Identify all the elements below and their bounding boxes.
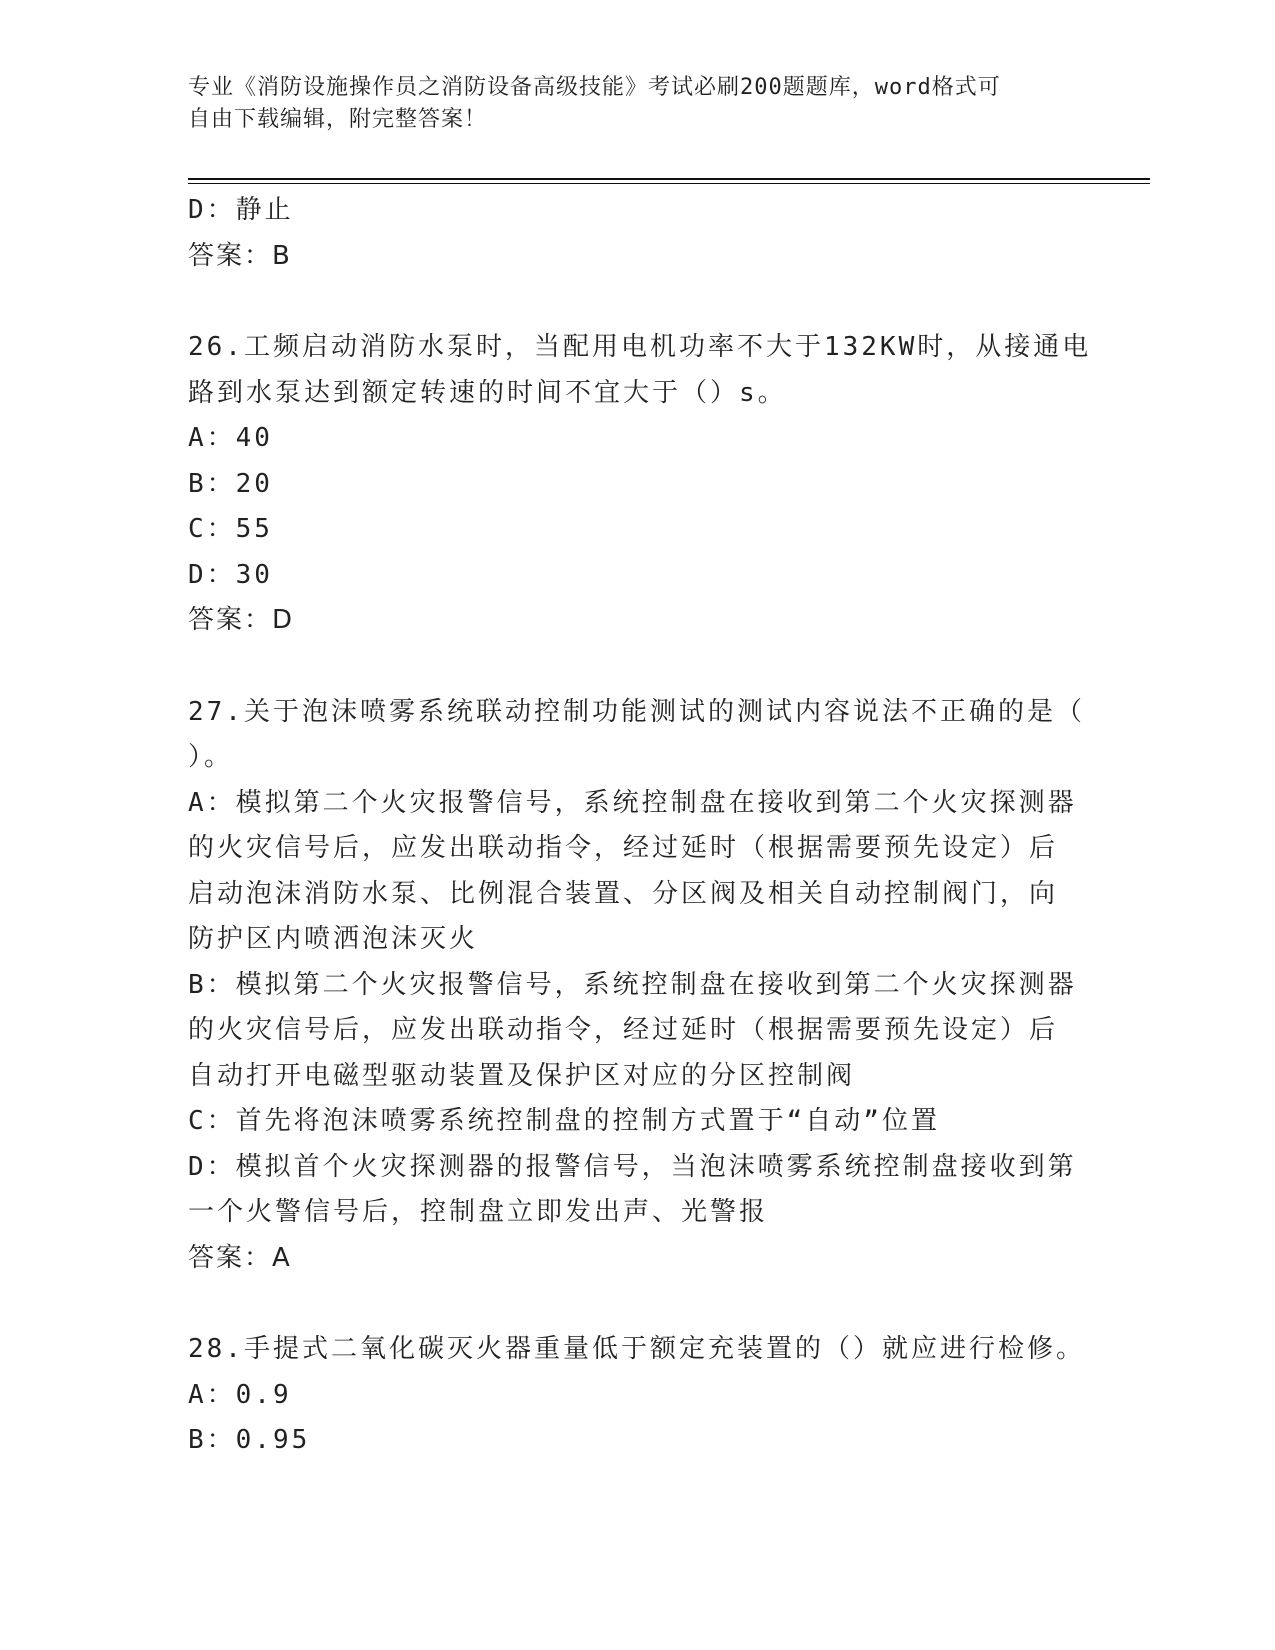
option-c: C：首先将泡沫喷雾系统控制盘的控制方式置于“自动”位置 xyxy=(188,1106,940,1136)
option-a: A：40 xyxy=(188,423,273,453)
question-28 xyxy=(188,1327,1088,1464)
question-27 xyxy=(188,690,1088,1282)
option-a: A：模拟第二个火灾报警信号，系统控制盘在接收到第二个火灾探测器 xyxy=(188,787,1077,818)
option-a: 的火灾信号后，应发出联动指令，经过延时（根据需要预先设定）后 xyxy=(188,833,1059,863)
option-b: B：20 xyxy=(188,468,273,499)
question-26 xyxy=(188,325,1092,644)
option-a: 启动泡沫消防水泵、比例混合装置、分区阀及相关自动控制阀门，向 xyxy=(188,878,1059,909)
option-b: 的火灾信号后，应发出联动指令，经过延时（根据需要预先设定）后 xyxy=(188,1015,1059,1045)
question-stem: 27.关于泡沫喷雾系统联动控制功能测试的测试内容说法不正确的是（ xyxy=(188,696,1085,727)
option-a: 防护区内喷洒泡沫灭火 xyxy=(188,924,479,954)
question-stem: 路到水泵达到额定转速的时间不宜大于（）s。 xyxy=(188,377,787,408)
option-d: D：模拟首个火灾探测器的报警信号，当泡沫喷雾系统控制盘接收到第 xyxy=(188,1151,1077,1182)
question-25-tail xyxy=(188,188,1088,279)
spacer xyxy=(188,279,1088,325)
option-d: D：静止 xyxy=(188,195,294,225)
question-stem: ）。 xyxy=(188,742,234,772)
option-b: B：模拟第二个火灾报警信号，系统控制盘在接收到第二个火灾探测器 xyxy=(188,969,1077,1000)
option-b: 自动打开电磁型驱动装置及保护区对应的分区控制阀 xyxy=(188,1060,856,1091)
option-a: A：0.9 xyxy=(188,1379,292,1410)
spacer xyxy=(188,644,1088,690)
answer-label: 答案：B xyxy=(188,240,292,271)
answer-label: 答案：A xyxy=(188,1242,292,1273)
header-line-1: 专业《消防设施操作员之消防设备高级技能》考试必刷200题题库，word格式可 xyxy=(188,75,1001,100)
question-stem: 26.工频启动消防水泵时，当配用电机功率不大于132KW时，从接通电 xyxy=(188,332,1092,362)
header-divider-thick xyxy=(188,178,1150,180)
spacer xyxy=(188,1281,1088,1327)
document-body xyxy=(188,188,1092,1464)
header-line-2: 自由下载编辑，附完整答案！ xyxy=(188,107,488,132)
option-d: 一个火警信号后，控制盘立即发出声、光警报 xyxy=(188,1197,769,1227)
header-divider-thin xyxy=(188,183,1150,184)
option-d: D：30 xyxy=(188,559,273,590)
answer-label: 答案：D xyxy=(188,605,295,635)
option-b: B：0.95 xyxy=(188,1425,311,1455)
document-header xyxy=(188,72,1088,136)
question-stem: 28.手提式二氧化碳灭火器重量低于额定充装置的（）就应进行检修。 xyxy=(188,1334,1085,1364)
option-c: C：55 xyxy=(188,514,273,544)
